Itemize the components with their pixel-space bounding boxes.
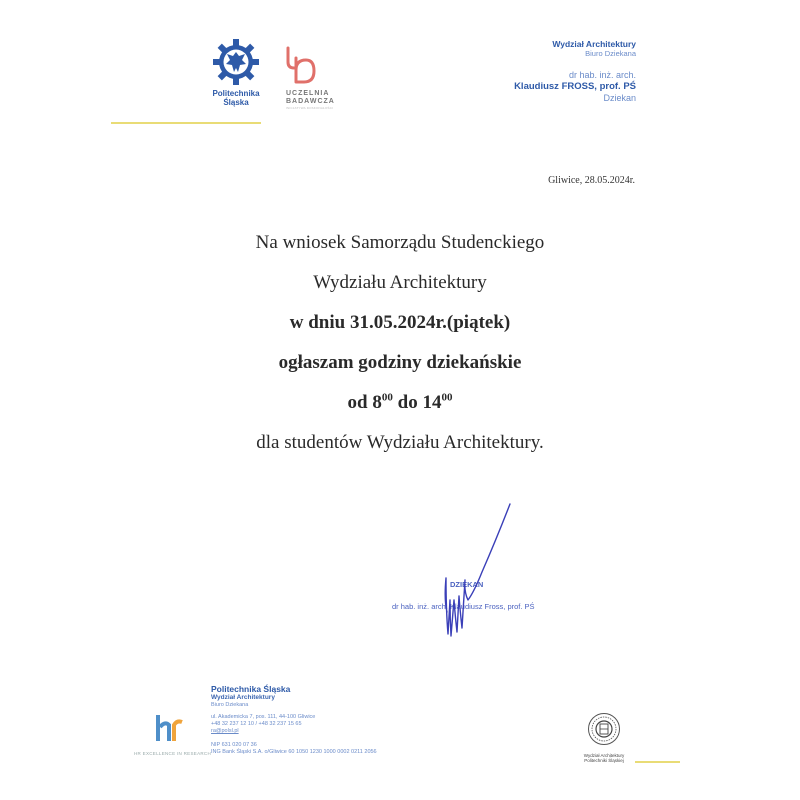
body-line-6: dla studentów Wydziału Architektury. [256,432,544,453]
dean-name: Klaudiusz FROSS, prof. PŚ [514,81,636,92]
faculty-name: Wydział Architektury [552,39,636,49]
hours-from-minutes: 00 [381,391,393,404]
hours-to: do 14 [392,392,442,413]
body-line-1: Na wniosek Samorządu Studenckiego [255,232,545,253]
footer-nip: NIP 631 020 07 36 [211,742,257,748]
hr-excellence-logo [134,711,212,756]
stamp-name: dr hab. inż. arch. Klaudiusz Fross, prof. PŚ [392,602,535,611]
header-divider [111,122,261,124]
badge-mark-icon [282,44,320,88]
badge-line2: BADAWCZA [286,98,335,105]
announcement-body [0,228,800,468]
footer-address: ul. Akademicka 7, pos. 111, 44-100 Gliwice [211,714,316,720]
logo-name-line1: Politechnika [212,89,260,98]
seal-gear-icon [587,712,621,746]
footer-email-link[interactable]: ra@polsl.pl [211,728,239,734]
research-university-badge [276,44,336,110]
hours-to-minutes: 00 [441,391,453,404]
gear-eagle-icon [212,38,260,86]
dean-role: Dziekan [603,93,636,103]
handwritten-signature [438,500,518,645]
badge-line3: INICJATYWA DOSKONAŁOŚCI [286,106,334,110]
footer-faculty: Wydział Architektury [211,694,275,701]
politechnika-logo [205,38,267,107]
seal-caption-1: Wydział Architektury [583,753,625,758]
footer-phone: +48 32 237 12 10 / +48 32 237 15 65 [211,721,302,727]
stamp-role: DZIEKAN [450,580,484,589]
hr-caption: HR EXCELLENCE IN RESEARCH [134,751,212,756]
seal-caption-2: Politechniki Śląskiej [584,758,624,763]
body-line-4: ogłaszam godziny dziekańskie [278,352,522,373]
body-line-2: Wydziału Architektury [313,272,487,293]
footer-divider [635,761,680,763]
badge-line1: UCZELNIA [286,90,330,97]
footer-university: Politechnika Śląska [211,684,291,694]
logo-name-line2: Śląska [223,98,249,107]
letterhead-sender [514,39,636,104]
body-line-5 [0,388,800,428]
dean-title: dr hab. inż. arch. [568,70,636,80]
footer-bank: ING Bank Śląski S.A. o/Gliwice 60 1050 1230 1000 0002 0211 2056 [211,749,377,755]
body-line-3: w dniu 31.05.2024r.(piątek) [289,312,511,333]
faculty-seal [578,712,630,763]
office-name: Biuro Dziekana [585,49,636,58]
footer-contact [211,684,377,756]
hr-logo-icon [151,711,187,745]
hours-from: od 8 [347,392,382,413]
letter-date: Gliwice, 28.05.2024r. [548,175,635,186]
footer-office: Biuro Dziekana [211,702,249,708]
